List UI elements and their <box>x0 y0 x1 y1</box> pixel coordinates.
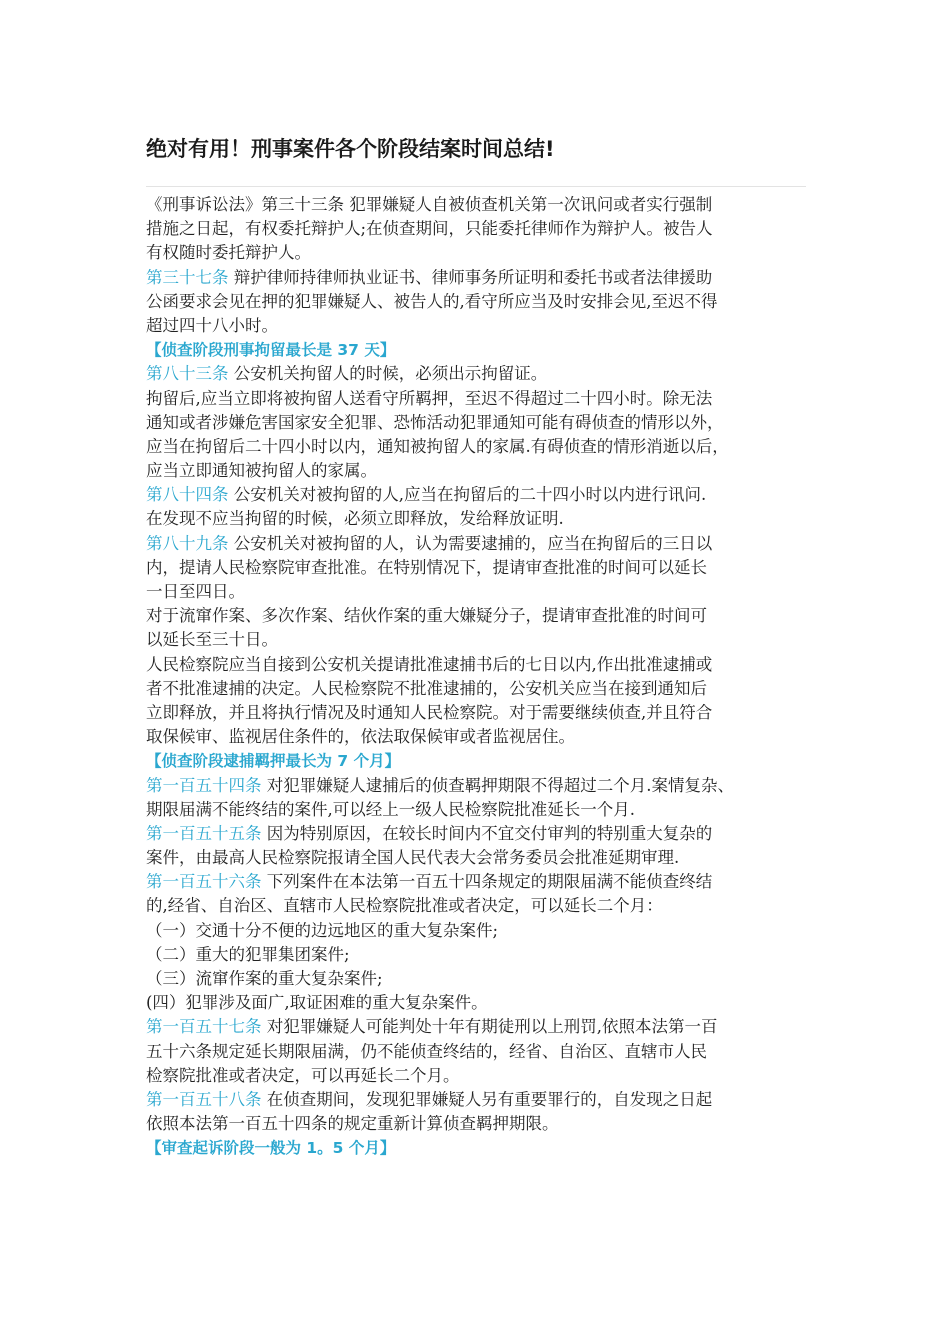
line-text: 依照本法第一百五十四条的规定重新计算侦查羁押期限。 <box>146 1114 559 1134</box>
line-text: 内，提请人民检察院审查批准。在特别情况下，提请审查批准的时间可以延长 <box>146 557 707 577</box>
line-text: 以延长至三十日。 <box>146 630 278 650</box>
text-line <box>146 1040 811 1064</box>
text-line <box>146 653 811 677</box>
line-text: （二）重大的犯罪集团案件; <box>146 944 350 964</box>
section-heading: 【侦查阶段刑事拘留最长是 37 天】 <box>146 341 396 360</box>
line-text: （一）交通十分不便的边远地区的重大复杂案件; <box>146 920 499 940</box>
line-text: 因为特别原因，在较长时间内不宜交付审判的特别重大复杂的 <box>261 823 713 843</box>
line-text: 在侦查期间，发现犯罪嫌疑人另有重要罪行的，自发现之日起 <box>261 1089 713 1109</box>
text-line <box>146 362 811 386</box>
text-line <box>146 387 811 411</box>
text-line <box>146 870 811 894</box>
text-line <box>146 314 811 338</box>
article-number: 第一百五十五条 <box>146 823 262 843</box>
text-line <box>146 532 811 556</box>
line-text: 期限届满不能终结的案件,可以经上一级人民检察院批准延长一个月. <box>146 799 635 819</box>
line-text: 应当在拘留后二十四小时以内，通知被拘留人的家属.有碍侦查的情形消逝以后， <box>146 436 729 456</box>
text-line <box>146 725 811 749</box>
text-line <box>146 1088 811 1112</box>
text-line <box>146 894 811 918</box>
text-line <box>146 822 811 846</box>
text-line <box>146 919 811 943</box>
line-text: 超过四十八小时。 <box>146 315 278 335</box>
text-line <box>146 556 811 580</box>
line-text: 对犯罪嫌疑人逮捕后的侦查羁押期限不得超过二个月.案情复杂、 <box>261 775 734 795</box>
line-text: 的,经省、自治区、直辖市人民检察院批准或者决定，可以延长二个月： <box>146 896 663 916</box>
line-text: 取保候审、监视居住条件的，依法取保候审或者监视居住。 <box>146 727 575 747</box>
line-text: 公安机关对被拘留的人，认为需要逮捕的，应当在拘留后的三日以 <box>228 533 713 553</box>
line-text: 在发现不应当拘留的时候，必须立即释放，发给释放证明. <box>146 509 564 529</box>
text-line <box>146 217 811 241</box>
text-line <box>146 1064 811 1088</box>
line-text: 检察院批准或者决定，可以再延长二个月。 <box>146 1065 460 1085</box>
line-text: 下列案件在本法第一百五十四条规定的期限届满不能侦查终结 <box>261 872 713 892</box>
title-divider <box>146 186 806 187</box>
article-number: 第八十四条 <box>146 485 229 505</box>
text-line <box>146 943 811 967</box>
text-line <box>146 846 811 870</box>
line-text: （三）流窜作案的重大复杂案件; <box>146 969 383 988</box>
line-text: 案件，由最高人民检察院报请全国人民代表大会常务委员会批准延期审理. <box>146 848 680 868</box>
line-text: 应当立即通知被拘留人的家属。 <box>146 461 377 481</box>
text-line <box>146 193 811 217</box>
line-text: 通知或者涉嫌危害国家安全犯罪、恐怖活动犯罪通知可能有碍侦查的情形以外， <box>146 412 724 432</box>
article-number: 第八十三条 <box>146 364 229 384</box>
line-text: 对犯罪嫌疑人可能判处十年有期徒刑以上刑罚,依照本法第一百 <box>261 1017 718 1037</box>
text-line <box>146 241 811 265</box>
line-text: 有权随时委托辩护人。 <box>146 243 311 263</box>
line-text: (四）犯罪涉及面广,取证困难的重大复杂案件。 <box>146 993 488 1013</box>
text-line <box>146 459 811 483</box>
article-number: 第一百五十八条 <box>146 1089 262 1109</box>
section-heading: 【侦查阶段逮捕羁押最长为 7 个月】 <box>146 752 401 771</box>
document-body <box>146 193 811 1161</box>
text-line <box>146 411 811 435</box>
text-line <box>146 1112 811 1136</box>
article-number: 第一百五十四条 <box>146 775 262 795</box>
text-line <box>146 774 811 798</box>
line-text: 《刑事诉讼法》第三十三条 犯罪嫌疑人自被侦查机关第一次讯问或者实行强制 <box>146 195 713 214</box>
text-line <box>146 507 811 531</box>
line-text: 拘留后,应当立即将被拘留人送看守所羁押，至迟不得超过二十四小时。除无法 <box>146 388 713 408</box>
line-text: 措施之日起，有权委托辩护人;在侦查期间，只能委托律师作为辩护人。被告人 <box>146 219 713 239</box>
line-text: 公函要求会见在押的犯罪嫌疑人、被告人的,看守所应当及时安排会见,至迟不得 <box>146 291 718 311</box>
article-number: 第一百五十七条 <box>146 1017 262 1037</box>
line-text: 对于流窜作案、多次作案、结伙作案的重大嫌疑分子，提请审查批准的时间可 <box>146 606 707 626</box>
text-line <box>146 991 811 1015</box>
text-line <box>146 1015 811 1039</box>
line-text: 五十六条规定延长期限届满，仍不能侦查终结的，经省、自治区、直辖市人民 <box>146 1041 707 1061</box>
line-text: 一日至四日。 <box>146 582 245 601</box>
line-text: 立即释放，并且将执行情况及时通知人民检察院。对于需要继续侦查,并且符合 <box>146 702 713 722</box>
text-line <box>146 483 811 507</box>
document-title: 绝对有用！刑事案件各个阶段结案时间总结! <box>146 137 555 161</box>
text-line <box>146 677 811 701</box>
text-line <box>146 604 811 628</box>
line-text: 辩护律师持律师执业证书、律师事务所证明和委托书或者法律援助 <box>228 267 713 287</box>
section-heading: 【审查起诉阶段一般为 1。5 个月】 <box>146 1139 396 1158</box>
text-line <box>146 798 811 822</box>
text-line <box>146 580 811 604</box>
text-line <box>146 435 811 459</box>
text-line <box>146 967 811 991</box>
line-text: 公安机关拘留人的时候，必须出示拘留证。 <box>228 364 548 384</box>
text-line <box>146 266 811 290</box>
text-line <box>146 290 811 314</box>
article-number: 第八十九条 <box>146 533 229 553</box>
line-text: 公安机关对被拘留的人,应当在拘留后的二十四小时以内进行讯问. <box>228 485 707 505</box>
article-number: 第一百五十六条 <box>146 872 262 892</box>
text-line <box>146 701 811 725</box>
text-line <box>146 628 811 652</box>
line-text: 者不批准逮捕的决定。人民检察院不批准逮捕的，公安机关应当在接到通知后 <box>146 678 707 698</box>
line-text: 人民检察院应当自接到公安机关提请批准逮捕书后的七日以内,作出批准逮捕或 <box>146 654 713 674</box>
article-number: 第三十七条 <box>146 267 229 287</box>
